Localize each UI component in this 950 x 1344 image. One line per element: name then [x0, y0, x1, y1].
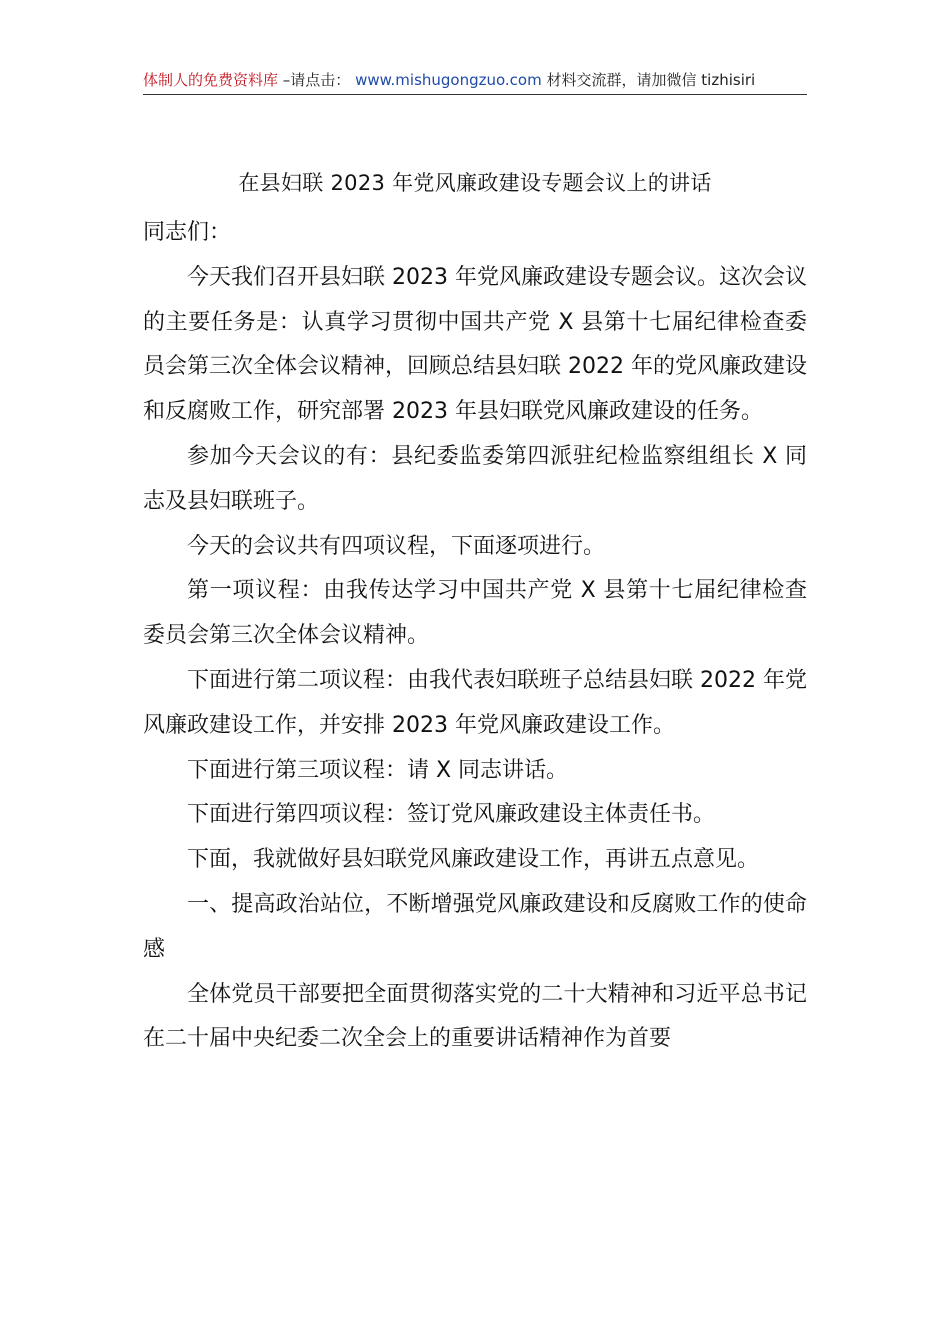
paragraph-agenda-3: 下面进行第三项议程：请 X 同志讲话。: [187, 757, 569, 783]
paragraph-agenda-intro: 今天的会议共有四项议程，下面逐项进行。: [187, 533, 606, 559]
header-contact-note: 材料交流群，请加微信 tizhisiri: [546, 71, 756, 89]
paragraph-section-1-body: 全体党员干部要把全面贯彻落实党的二十大精神和习近平总书记在二十届中央纪委二次全会上的重要讲话精神作为首要: [143, 981, 807, 1052]
section-heading-1: 一、提高政治站位，不断增强党风廉政建设和反腐败工作的使命感: [143, 891, 807, 962]
paragraph-agenda-1: 第一项议程：由我传达学习中国共产党 X 县第十七届纪律检查委员会第三次全体会议精神。: [143, 578, 807, 649]
header-prompt: –请点击：: [282, 71, 351, 89]
header-brand: 体制人的免费资料库: [143, 71, 279, 89]
document-body: [143, 211, 807, 1062]
salutation: 同志们：: [143, 220, 232, 245]
header-website-link[interactable]: www.mishugongzuo.com: [355, 71, 542, 89]
paragraph-opening: 今天我们召开县妇联 2023 年党风廉政建设专题会议。这次会议的主要任务是：认真学习贯彻中国共产党 X 县第十七届纪律检查委员会第三次全体会议精神，回顾总结县妇联 2022 年的党风廉政建设和反腐败工作，研究部署 2023 年县妇联党风廉政建设的任务。: [143, 264, 807, 425]
paragraph-agenda-2: 下面进行第二项议程：由我代表妇联班子总结县妇联 2022 年党风廉政建设工作，并安排 2023 年党风廉政建设工作。: [143, 667, 807, 738]
paragraph-five-points: 下面，我就做好县妇联党风廉政建设工作，再讲五点意见。: [187, 847, 760, 873]
paragraph-agenda-4: 下面进行第四项议程：签订党风廉政建设主体责任书。: [187, 802, 716, 828]
document-title: 在县妇联 2023 年党风廉政建设专题会议上的讲话: [238, 171, 712, 195]
paragraph-attendees: 参加今天会议的有：县纪委监委第四派驻纪检监察组组长 X 同志及县妇联班子。: [143, 443, 807, 514]
page-header: [143, 66, 807, 95]
